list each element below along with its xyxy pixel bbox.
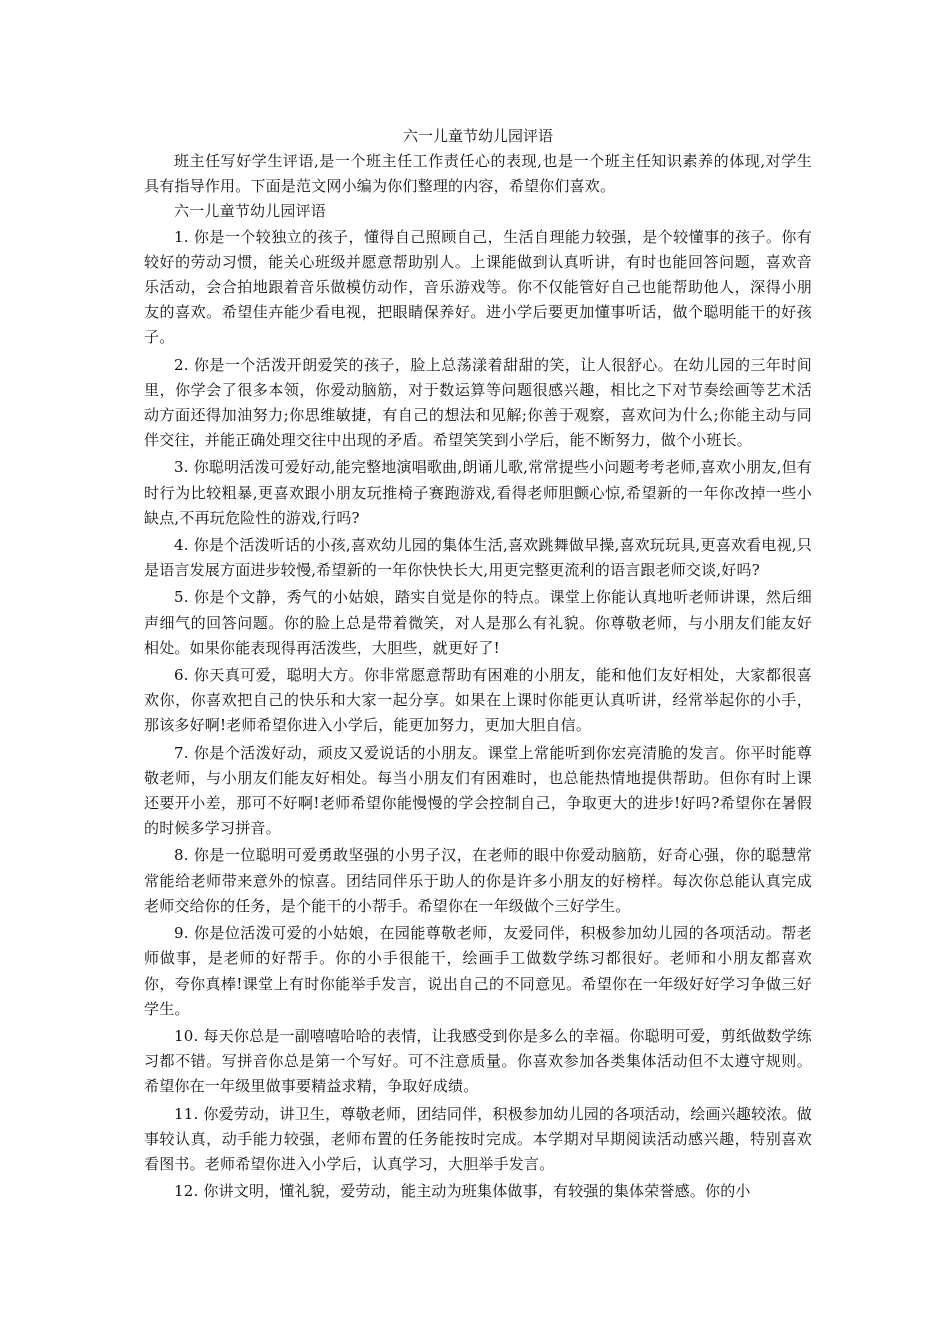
comment-item-1: 1. 你是一个较独立的孩子，懂得自己照顾自己，生活自理能力较强，是个较懂事的孩子。你有较好的劳动习惯，能关心班级并愿意帮助别人。上课能做到认真听讲，有时也能回答问题，喜欢音乐活动，会合拍地跟着音乐做模仿动作，音乐游戏等。你不仅能管好自己也能帮助他人，深得小朋友的喜欢。希望佳卉能少看电视，把眼睛保养好。进小学后要更加懂事听话，做个聪明能干的好孩子。 — [144, 227, 812, 347]
comment-item-6: 6. 你天真可爱，聪明大方。你非常愿意帮助有困难的小朋友，能和他们友好相处，大家都很喜欢你，你喜欢把自己的快乐和大家一起分享。如果在上课时你能更认真听讲，经常举起你的小手，那该多好啊!老师希望你进入小学后，能更加努力，更加大胆自信。 — [144, 666, 812, 735]
comment-item-9: 9. 你是位活泼可爱的小姑娘，在园能尊敬老师，友爱同伴，积极参加幼儿园的各项活动。帮老师做事，是老师的好帮手。你的小手很能干，绘画手工做数学练习都很好。老师和小朋友都喜欢你，夸你真棒!课堂上有时你能举手发言，说出自己的不同意见。希望你在一年级好好学习争做三好学生。 — [144, 924, 812, 1018]
comment-item-5: 5. 你是个文静，秀气的小姑娘，踏实自觉是你的特点。课堂上你能认真地听老师讲课，然后细声细气的回答问题。你的脸上总是带着微笑，对人是那么有礼貌。你尊敬老师，与小朋友们能友好相处。如果你能表现得再活泼些，大胆些，就更好了! — [144, 588, 812, 657]
comment-item-11: 11. 你爱劳动，讲卫生，尊敬老师，团结同伴，积极参加幼儿园的各项活动，绘画兴趣较浓。做事较认真，动手能力较强，老师布置的任务能按时完成。本学期对早期阅读活动感兴趣，特别喜欢看图书。老师希望你进入小学后，认真学习，大胆举手发言。 — [144, 1104, 812, 1173]
comment-item-3: 3. 你聪明活泼可爱好动,能完整地演唱歌曲,朗诵儿歌,常常提些小问题考考老师,喜欢小朋友,但有时行为比较粗暴,更喜欢跟小朋友玩推椅子赛跑游戏,看得老师胆颤心惊,希望新的一年你改掉一些小缺点,不再玩危险性的游戏,行吗? — [144, 458, 812, 527]
comment-item-8: 8. 你是一位聪明可爱勇敢坚强的小男子汉，在老师的眼中你爱动脑筋，好奇心强，你的聪慧常常能给老师带来意外的惊喜。团结同伴乐于助人的你是许多小朋友的好榜样。每次你总能认真完成老师交给你的任务，是个能干的小帮手。希望你在一年级做个三好学生。 — [144, 846, 812, 915]
document-title: 六一儿童节幼儿园评语 — [402, 127, 553, 145]
intro-paragraph: 班主任写好学生评语,是一个班主任工作责任心的表现,也是一个班主任知识素养的体现,对学生具有指导作用。下面是范文网小编为你们整理的内容，希望你们喜欢。 — [144, 152, 812, 196]
comment-item-2: 2. 你是一个活泼开朗爱笑的孩子，脸上总荡漾着甜甜的笑，让人很舒心。在幼儿园的三年时间里，你学会了很多本领，你爱动脑筋，对于数运算等问题很感兴趣，相比之下对节奏绘画等艺术活动方面还得加油努力;你思维敏捷，有自己的想法和见解;你善于观察，喜欢问为什么;你能主动与同伴交往，并能正确处理交往中出现的矛盾。希望笑笑到小学后，能不断努力，做个小班长。 — [144, 355, 812, 450]
comment-item-4: 4. 你是个活泼听话的小孩,喜欢幼儿园的集体生活,喜欢跳舞做早操,喜欢玩玩具,更喜欢看电视,只是语言发展方面进步较慢,希望新的一年你快快长大,用更完整更流利的语言跟老师交谈,好吗? — [144, 536, 812, 580]
section-subheading: 六一儿童节幼儿园评语 — [174, 202, 327, 221]
comment-item-12: 12. 你讲文明，懂礼貌，爱劳动，能主动为班集体做事，有较强的集体荣誉感。你的小 — [174, 1182, 751, 1201]
comment-item-7: 7. 你是个活泼好动，顽皮又爱说话的小朋友。课堂上常能听到你宏亮清脆的发言。你平时能尊敬老师，与小朋友们能友好相处。每当小朋友们有困难时，也总能热情地提供帮助。但你有时上课还要开小差，那可不好啊!老师希望你能慢慢的学会控制自己，争取更大的进步!好吗?希望你在暑假的时候多学习拼音。 — [144, 743, 812, 838]
document-page — [144, 124, 812, 1204]
comment-item-10: 10. 每天你总是一副嘻嘻哈哈的表情，让我感受到你是多么的幸福。你聪明可爱，剪纸做数学练习都不错。写拼音你总是第一个写好。可不注意质量。你喜欢参加各类集体活动但不太遵守规则。希望你在一年级里做事要精益求精，争取好成绩。 — [144, 1026, 812, 1096]
